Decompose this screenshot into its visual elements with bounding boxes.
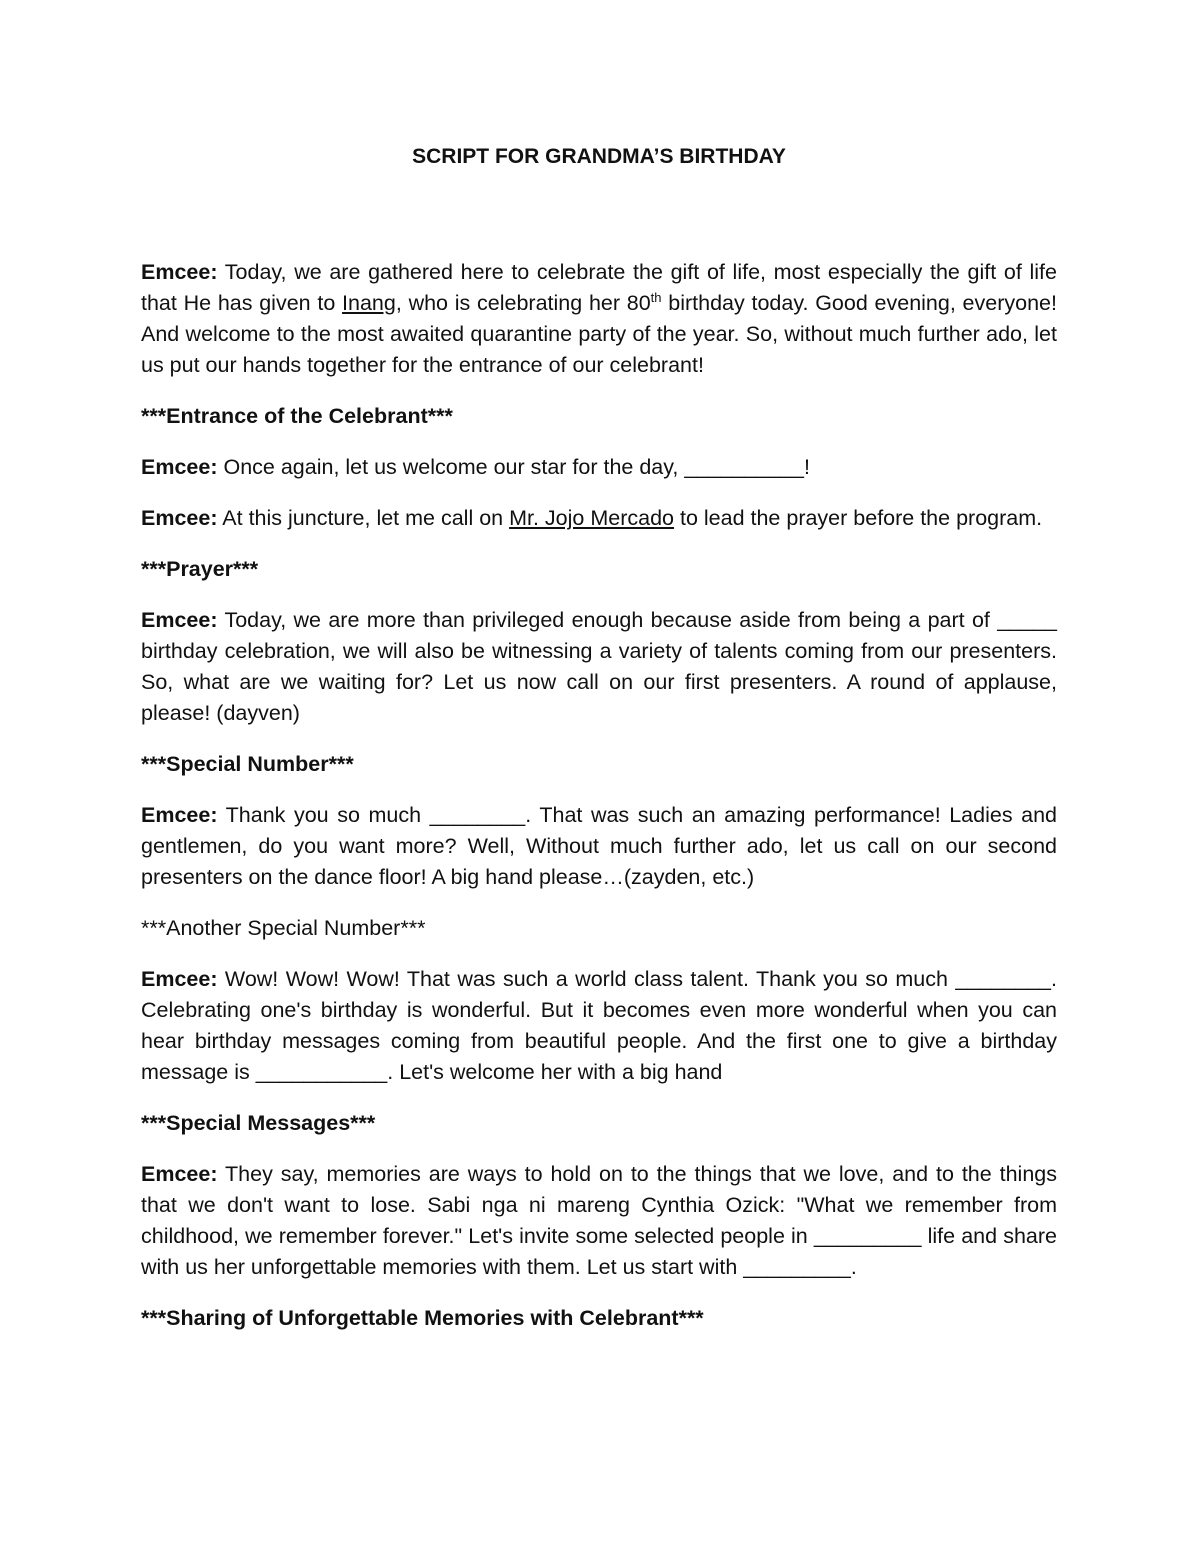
paragraph-welcome	[141, 257, 1057, 381]
paragraph-birthday-messages	[141, 964, 1057, 1088]
speaker-label: Emcee:	[141, 1162, 218, 1186]
presenters-text: Today, we are more than privileged enough because aside from being a part of _____ birthday celebration, we will also be witnessing a variety of talents coming from our presenters. So, what are we waiting for? Let us now call on our first presenters. A round of applause, please! (dayven)	[141, 608, 1058, 725]
paragraph-thank-you	[141, 800, 1057, 893]
paragraph-star	[141, 452, 1057, 483]
paragraph-memories	[141, 1159, 1057, 1283]
thank-you-text: Thank you so much ________. That was such an amazing performance! Ladies and gentlemen, do you want more? Well, Without much further ado, let us call on our second presenters on the dance floor! A big hand please…(zayden, etc.)	[141, 803, 1057, 889]
star-text: Once again, let us welcome our star for the day, __________!	[223, 455, 810, 479]
speaker-label: Emcee:	[141, 260, 218, 284]
paragraph-prayer-call	[141, 503, 1057, 534]
speaker-label: Emcee:	[141, 608, 218, 632]
welcome-text-end: birthday today. Good evening, everyone! And welcome to the most awaited quarantine party of the year. So, without much further ado, let us put our hands together for the entrance of our celebrant!	[141, 291, 1057, 377]
speaker-label: Emcee:	[141, 455, 218, 479]
welcome-text-start: Today, we are gathered here to celebrate the gift of life, most especially the gift of life that He has given to	[141, 260, 1057, 315]
document-body	[141, 141, 1057, 1354]
section-heading-prayer: ***Prayer***	[141, 557, 259, 581]
prayer-leader-name: Mr. Jojo Mercado	[509, 506, 674, 530]
paragraph-presenters	[141, 605, 1057, 729]
welcome-text-middle: , who is celebrating her 80	[395, 291, 651, 315]
section-heading-sharing-memories: ***Sharing of Unforgettable Memories with Celebrant***	[141, 1306, 704, 1330]
prayer-call-text-start: At this juncture, let me call on	[222, 506, 510, 530]
memories-text: They say, memories are ways to hold on to the things that we love, and to the things that we don't want to lose. Sabi nga ni mareng Cynthia Ozick: "What we remember from childhood, we remember forever." Let's invite some selected people in _________ life and share with us her unforgettable memories with them. Let us start with _________.	[141, 1162, 1058, 1279]
section-heading-another-special-number: ***Another Special Number***	[141, 916, 426, 940]
birthday-messages-text: Wow! Wow! Wow! That was such a world class talent. Thank you so much ________. Celebrating one's birthday is wonderful. But it becomes even more wonderful when you can hear birthday messages coming from beautiful people. And the first one to give a birthday message is ___________. Let's welcome her with a big hand	[141, 967, 1057, 1084]
prayer-call-text-end: to lead the prayer before the program.	[674, 506, 1043, 530]
ordinal-suffix: th	[650, 289, 662, 305]
section-heading-special-messages: ***Special Messages***	[141, 1111, 376, 1135]
document-title: SCRIPT FOR GRANDMA’S BIRTHDAY	[412, 145, 786, 168]
speaker-label: Emcee:	[141, 803, 218, 827]
section-heading-special-number: ***Special Number***	[141, 752, 354, 776]
section-heading-entrance: ***Entrance of the Celebrant***	[141, 404, 453, 428]
speaker-label: Emcee:	[141, 506, 218, 530]
celebrant-name: Inang	[342, 291, 396, 315]
speaker-label: Emcee:	[141, 967, 218, 991]
